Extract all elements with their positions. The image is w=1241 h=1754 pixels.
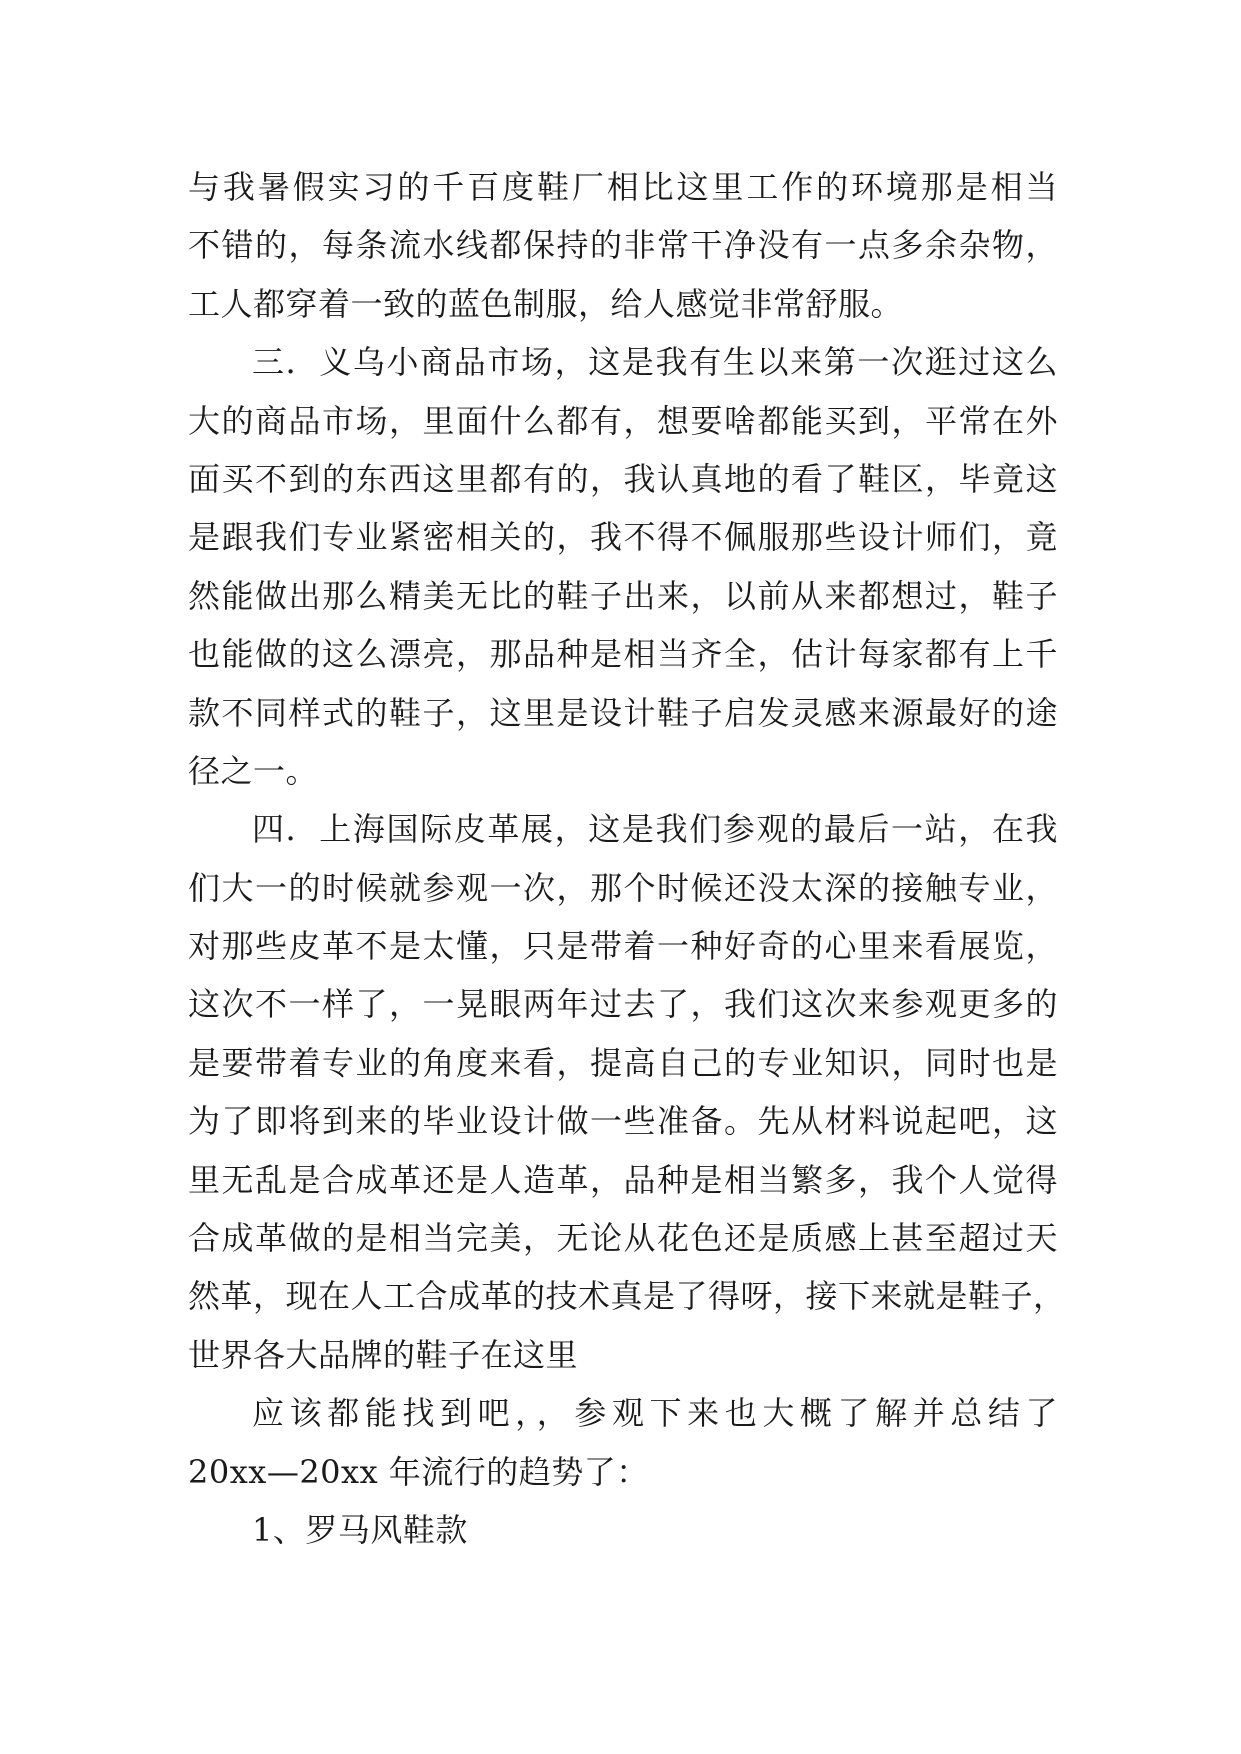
text-line: 世界各大品牌的鞋子在这里: [188, 1335, 579, 1374]
paragraph: [188, 800, 1066, 1384]
text-line: 们大一的时候就参观一次，那个时候还没太深的接触专业，: [188, 868, 1058, 907]
text-line: 里无乱是合成革还是人造革，品种是相当繁多，我个人觉得: [188, 1160, 1058, 1199]
text-line: 是跟我们专业紧密相关的，我不得不佩服那些设计师们，竟: [188, 518, 1058, 557]
text-line: 然革，现在人工合成革的技术真是了得呀，接下来就是鞋子，: [188, 1277, 1066, 1316]
paragraph: [188, 1384, 1058, 1501]
text-line: 对那些皮革不是太懂，只是带着一种好奇的心里来看展览，: [188, 927, 1058, 966]
text-line: 不错的，每条流水线都保持的非常干净没有一点多余杂物，: [188, 226, 1058, 265]
text-line: 是要带着专业的角度来看，提高自己的专业知识，同时也是: [188, 1043, 1058, 1082]
text-line: 合成革做的是相当完美，无论从花色还是质感上甚至超过天: [188, 1219, 1058, 1258]
text-line: 然能做出那么精美无比的鞋子出来，以前从来都想过，鞋子: [188, 576, 1058, 615]
text-line: 面买不到的东西这里都有的，我认真地的看了鞋区，毕竟这: [188, 459, 1058, 498]
text-line: 这次不一样了，一晃眼两年过去了，我们这次来参观更多的: [188, 985, 1058, 1024]
paragraph: [188, 333, 1058, 800]
text-line: 四．上海国际皮革展，这是我们参观的最后一站，在我: [252, 810, 1058, 849]
text-line: 也能做的这么漂亮，那品种是相当齐全，估计每家都有上千: [188, 635, 1058, 674]
text-line: 20xx—20xx 年流行的趋势了：: [188, 1452, 649, 1491]
text-line: 三．义乌小商品市场，这是我有生以来第一次逛过这么: [252, 343, 1058, 382]
paragraph: [188, 158, 1058, 333]
text-line: 大的商品市场，里面什么都有，想要啥都能买到，平常在外: [188, 401, 1058, 440]
text-line: 款不同样式的鞋子，这里是设计鞋子启发灵感来源最好的途: [188, 693, 1058, 732]
text-line: 1、罗马风鞋款: [252, 1510, 468, 1549]
document-body: [188, 158, 1066, 1559]
text-line: 为了即将到来的毕业设计做一些准备。先从材料说起吧，这: [188, 1102, 1058, 1141]
text-line: 与我暑假实习的千百度鞋厂相比这里工作的环境那是相当: [188, 168, 1058, 206]
text-line: 径之一。: [188, 751, 319, 790]
paragraph: [188, 1501, 1058, 1559]
text-line: 应该都能找到吧，，参观下来也大概了解并总结了: [252, 1394, 1058, 1433]
text-line: 工人都穿着一致的蓝色制服，给人感觉非常舒服。: [188, 284, 904, 323]
